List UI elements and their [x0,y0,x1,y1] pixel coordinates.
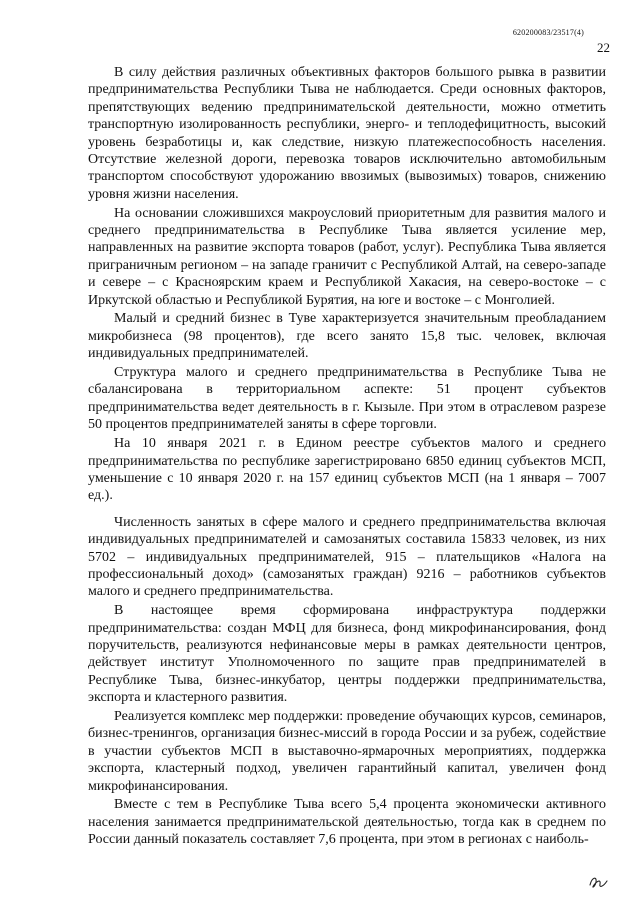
paragraph-territorial-structure: Структура малого и среднего предпринимательства в Республике Тыва не сбалансирована в территориальном аспекте: 51 процент субъектов предпринимательства ведет деятельность в г. Кызыле. При этом в отраслевом разрезе 50 процентов предпринимателей заняты в сфере торговли. [88,365,606,433]
paragraph-infrastructure: В настоящее время сформирована инфраструктура поддержки предпринимательства: создан МФЦ для бизнеса, фонд микрофинансирования, фонд поручительств, реализуются нефинансовые меры в рамках деятельности центров, действует институт Уполномоченного по защите прав предпринимателей в Республике Тыва, бизнес-инкубатор, центры поддержки предпринимательства, экспорта и кластерного развития. [88,603,606,706]
paragraph-microbusiness: Малый и средний бизнес в Туве характеризуется значительным преобладанием микробизнеса (98 процентов), где всего занято 15,8 тыс. человек, включая индивидуальных предпринимателей. [88,311,606,362]
paragraph-development-factors: В силу действия различных объективных факторов большого рывка в развитии предпринимательства Республики Тыва не наблюдается. Среди основных факторов, препятствующих ведению предпринимательской деятельности, можно отметить транспортную изолированность республики, энерго- и теплодефицитность, высокий уровень безработицы и, как следствие, низкую платежеспособность населения. Отсутствие железной дороги, перевозка товаров исключительно автомобильным транспортом способствуют удорожанию ввозимых (вывозимых) товаров, снижению уровня жизни населения. [88,65,606,202]
document-body [88,64,606,850]
paragraph-activity-share: Вместе с тем в Республике Тыва всего 5,4 процента экономически активного населения занимается предпринимательской деятельностью, тогда как в среднем по России данный показатель составляет 7,6 процента, при этом в регионах с наиболь- [88,797,606,848]
paragraph-employment: Численность занятых в сфере малого и среднего предпринимательства включая индивидуальных предпринимателей и самозанятых составила 15833 человек, из них 5702 – индивидуальных предпринимателей, 915 – плательщиков «Налога на профессиональный доход» (самозанятых граждан) 9216 – работников субъектов малого и среднего предпринимательства. [88,514,606,600]
paragraph-registry: На 10 января 2021 г. в Едином реестре субъектов малого и среднего предпринимательства по республике зарегистрировано 6850 единиц субъектов МСП, уменьшение с 10 января 2020 г. на 157 единиц субъектов МСП (на 1 января – 7007 ед.). [88,436,606,504]
handwritten-initials-mark [588,873,610,891]
document-code: 620200083/23517(4) [512,28,584,37]
paragraph-support-measures: Реализуется комплекс мер поддержки: проведение обучающих курсов, семинаров, бизнес-тренингов, организация бизнес-миссий в города России и за рубеж, содействие в участии субъектов МСП в выставочно-ярмарочных мероприятиях, поддержка экспорта, кластерный подход, увеличен гарантийный капитал, увеличен фонд микрофинансирования. [88,708,606,794]
paragraph-export-priority: На основании сложившихся макроусловий приоритетным для развития малого и среднего предпринимательства в Республике Тыва является усиление мер, направленных на развитие экспорта товаров (работ, услуг). Республика Тыва является приграничным регионом – на западе граничит с Республикой Алтай, на северо-западе и севере – с Красноярским краем и Республикой Хакасия, на северо-востоке – с Иркутской областью и Республикой Бурятия, на юге и востоке – с Монголией. [88,205,606,308]
page-number: 22 [597,40,610,55]
